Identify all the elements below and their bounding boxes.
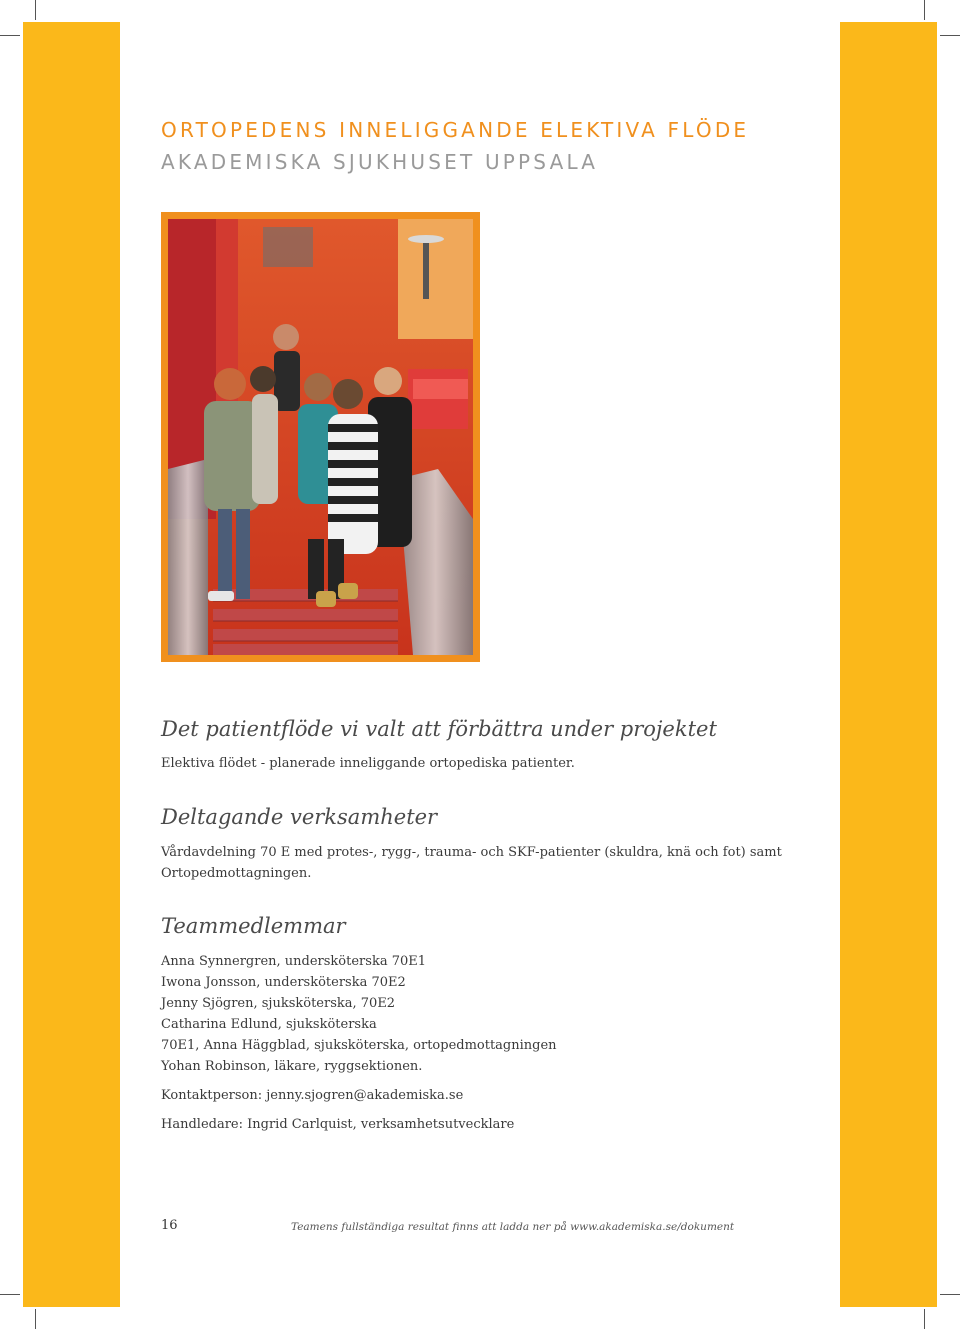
team-member: 70E1, Anna Häggblad, sjuksköterska, ortopedmottagningen — [161, 1038, 557, 1053]
contact-person: Kontaktperson: jenny.sjogren@akademiska.se — [161, 1088, 464, 1103]
footer-note: Teamens fullständiga resultat finns att ladda ner på www.akademiska.se/dokument — [291, 1221, 735, 1233]
crop-mark — [924, 0, 925, 20]
flow-text: Elektiva flödet - planerade inneliggande ortopediska patienter. — [161, 756, 575, 771]
team-member: Iwona Jonsson, undersköterska 70E2 — [161, 975, 406, 990]
page-title: ORTOPEDENS INNELIGGANDE ELEKTIVA FLÖDE — [161, 118, 750, 142]
team-photo — [161, 212, 480, 662]
crop-mark — [924, 1309, 925, 1329]
page-number: 16 — [161, 1218, 178, 1233]
units-text-block — [161, 842, 782, 884]
flow-heading: Det patientflöde vi valt att förbättra under projektet — [161, 717, 717, 741]
crop-mark — [35, 1309, 36, 1329]
left-side-bar — [23, 22, 120, 1307]
team-member: Anna Synnergren, undersköterska 70E1 — [161, 954, 427, 969]
team-photo-image — [168, 219, 473, 655]
units-heading: Deltagande verksamheter — [161, 805, 438, 829]
team-member: Jenny Sjögren, sjuksköterska, 70E2 — [161, 996, 396, 1011]
crop-mark — [940, 35, 960, 36]
team-member: Catharina Edlund, sjuksköterska — [161, 1017, 377, 1032]
crop-mark — [940, 1294, 960, 1295]
flow-text-block — [161, 753, 575, 774]
crop-mark — [35, 0, 36, 20]
supervisor-block — [161, 1114, 514, 1135]
page-subtitle: AKADEMISKA SJUKHUSET UPPSALA — [161, 150, 599, 174]
units-line: Vårdavdelning 70 E med protes-, rygg-, trauma- och SKF-patienter (skuldra, knä och fot) samt — [161, 845, 782, 860]
team-heading: Teammedlemmar — [161, 914, 346, 938]
crop-mark — [0, 1294, 20, 1295]
contact-block — [161, 1085, 463, 1106]
crop-mark — [0, 35, 20, 36]
right-side-bar — [840, 22, 937, 1307]
team-member: Yohan Robinson, läkare, ryggsektionen. — [161, 1059, 423, 1074]
units-line: Ortopedmottagningen. — [161, 866, 312, 881]
supervisor: Handledare: Ingrid Carlquist, verksamhetsutvecklare — [161, 1117, 515, 1132]
team-members-list — [161, 951, 557, 1077]
